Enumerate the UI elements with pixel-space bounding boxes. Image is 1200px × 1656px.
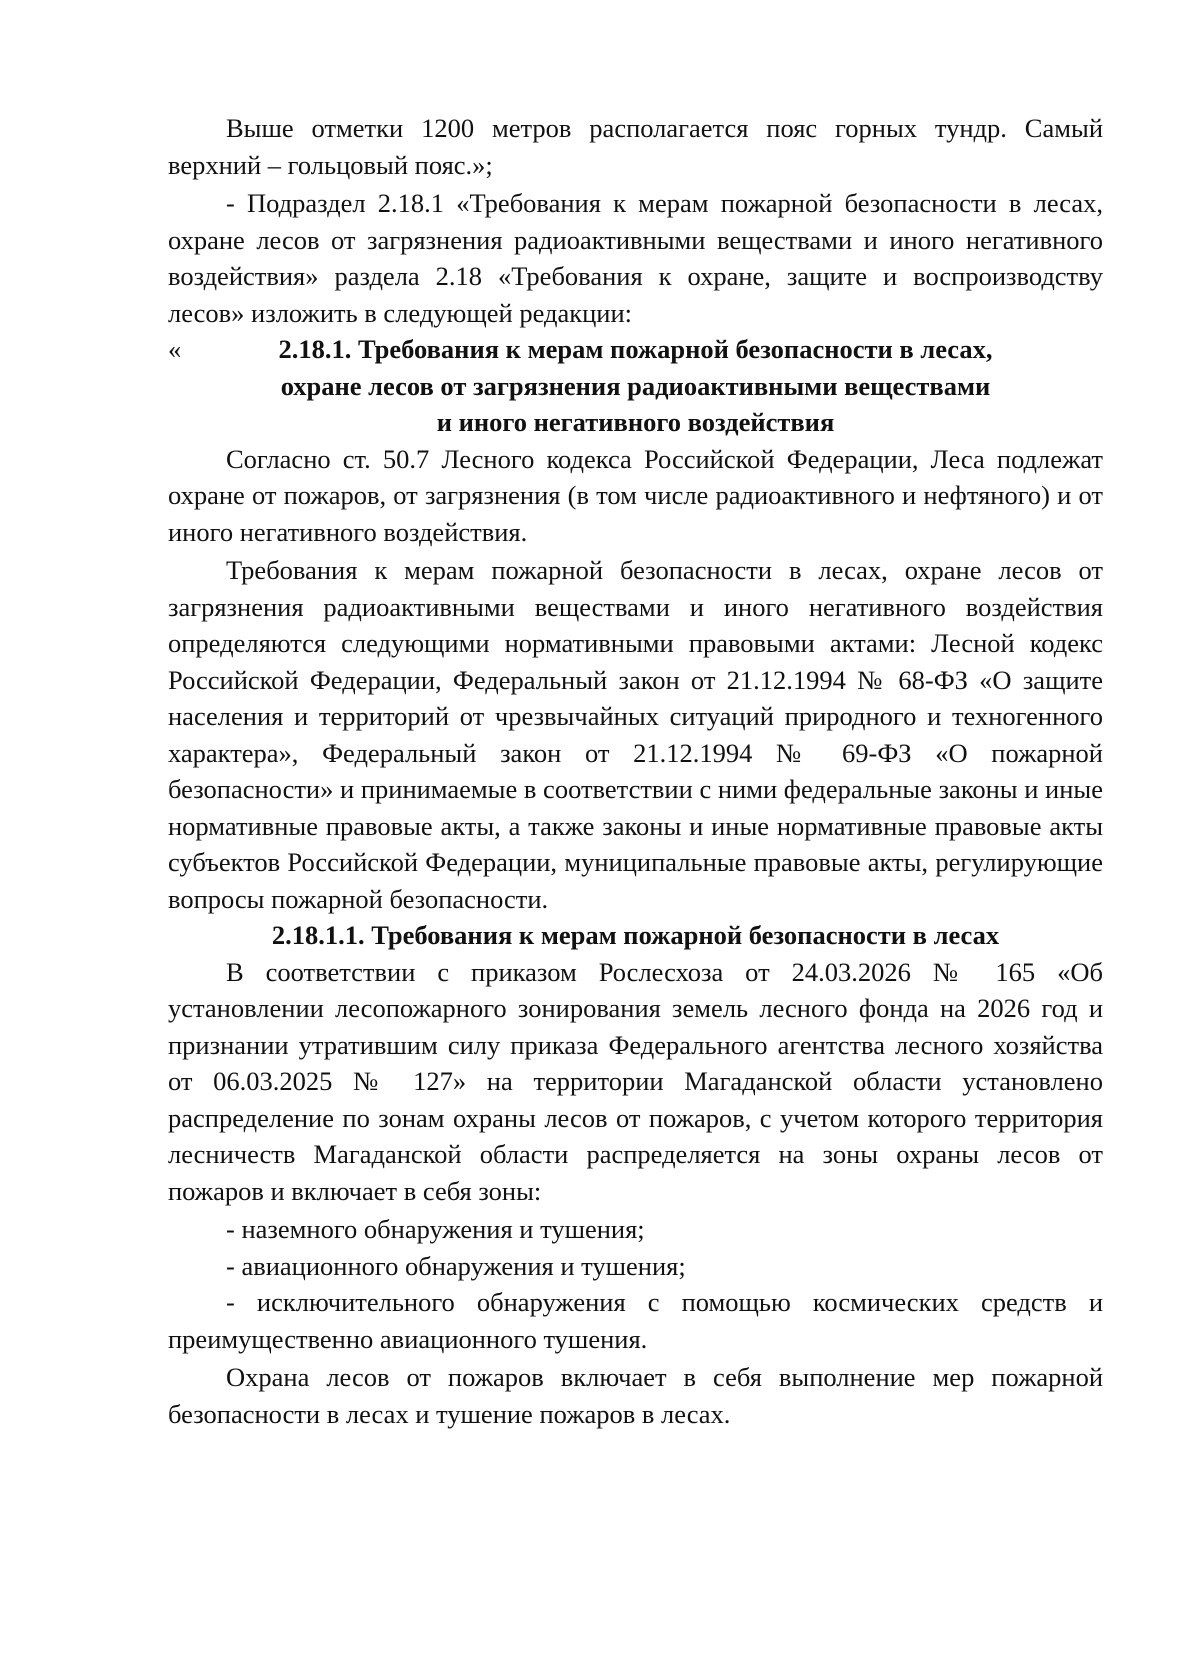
document-page xyxy=(168,110,1103,1432)
heading-2-18-1-line-2: охране лесов от загрязнения радиоактивными веществами xyxy=(280,370,991,401)
heading-2-18-1-1: 2.18.1.1. Требования к мерам пожарной безопасности в лесах xyxy=(271,920,1000,950)
paragraph-mountain-zones: Выше отметки 1200 метров располагается пояс горных тундр. Самый верхний – гольцовый пояс.»; xyxy=(168,113,1103,180)
heading-2-18-1-line-3: и иного негативного воздействия xyxy=(436,407,835,437)
paragraph-rosleshoz-order: В соответствии с приказом Рослесхоза от 24.03.2026 № 165 «Об установлении лесопожарного зонирования земель лесного фонда на 2026 год и признании утратившим силу приказа Федерального агентства лесного хозяйства от 06.03.2025 № 127» на территории Магаданской области установлено распределение по зонам охраны лесов от пожаров, с учетом которого территория лесничеств Магаданской области распределяется на зоны охраны лесов от пожаров и включает в себя зоны: xyxy=(168,956,1103,1206)
paragraph-regulatory-acts: Требования к мерам пожарной безопасности в лесах, охране лесов от загрязнения радиоактивными веществами и иного негативного воздействия определяются следующими нормативными правовыми актами: Лесной кодекс Российской Федерации, Федеральный закон от 21.12.1994 № 68-ФЗ «О защите населения и территорий от чрезвычайных ситуаций природного и техногенного характера», Федеральный закон от 21.12.1994 № 69-ФЗ «О пожарной безопасности» и принимаемые в соответствии с ними федеральные законы и иные нормативные правовые акты, а также законы и иные нормативные правовые акты субъектов Российской Федерации, муниципальные правовые акты, регулирующие вопросы пожарной безопасности. xyxy=(168,555,1103,914)
paragraph-forest-code-article: Согласно ст. 50.7 Лесного кодекса Российской Федерации, Леса подлежат охране от пожаров, от загрязнения (в том числе радиоактивного и нефтяного) и от иного негативного воздействия. xyxy=(168,443,1103,547)
paragraph-fire-protection-measures: Охрана лесов от пожаров включает в себя выполнение мер пожарной безопасности в лесах и тушение пожаров в лесах. xyxy=(168,1362,1103,1429)
list-item-aviation-detection: - авиационного обнаружения и тушения; xyxy=(226,1250,686,1281)
paragraph-subsection-amendment: - Подраздел 2.18.1 «Требования к мерам пожарной безопасности в лесах, охране лесов от загрязнения радиоактивными веществами и иного негативного воздействия» раздела 2.18 «Требования к охране, защите и воспроизводству лесов» изложить в следующей редакции: xyxy=(168,188,1103,328)
list-item-space-detection: - исключительного обнаружения с помощью космических средств и преимущественно авиационного тушения. xyxy=(168,1287,1103,1354)
heading-2-18-1-line-1: 2.18.1. Требования к мерам пожарной безопасности в лесах, xyxy=(278,334,993,364)
opening-quote-mark: « xyxy=(168,334,182,364)
list-item-ground-detection: - наземного обнаружения и тушения; xyxy=(226,1214,645,1244)
heading-2-18-1 xyxy=(168,331,1103,441)
